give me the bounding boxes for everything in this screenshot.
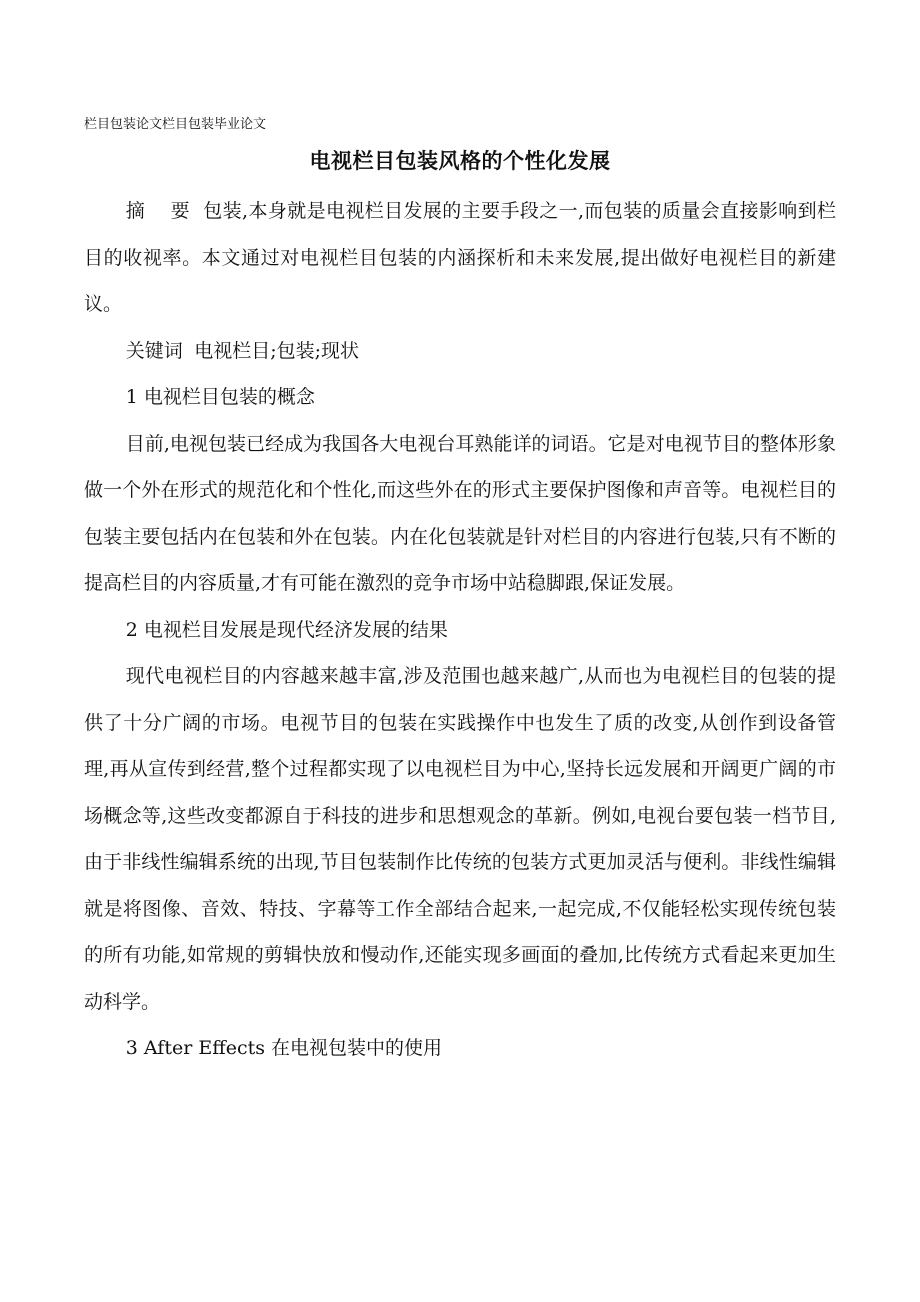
header-note: 栏目包装论文栏目包装毕业论文	[84, 117, 267, 132]
keywords-paragraph	[84, 328, 836, 375]
document-body	[84, 188, 836, 1072]
abstract-label: 摘 要	[125, 200, 200, 222]
section-2-heading: 2 电视栏目发展是现代经济发展的结果	[125, 618, 448, 641]
abstract-text: 包装,本身就是电视栏目发展的主要手段之一,而包装的质量会直接影响到栏目的收视率。本文通过对电视栏目包装的内涵探析和未来发展,提出做好电视栏目的新建议。	[84, 200, 836, 315]
keywords-text: 电视栏目;包装;现状	[194, 339, 360, 362]
section-3-heading: 3 After Effects 在电视包装中的使用	[125, 1037, 443, 1059]
section-1-heading: 1 电视栏目包装的概念	[125, 386, 315, 408]
abstract-paragraph	[84, 188, 836, 328]
section-1-paragraph: 目前,电视包装已经成为我国各大电视台耳熟能详的词语。它是对电视节目的整体形象做一个外在形式的规范化和个性化,而这些外在的形式主要保护图像和声音等。电视栏目的包装主要包括内在包装和外在包装。内在化包装就是针对栏目的内容进行包装,只有不断的提高栏目的内容质量,才有可能在激烈的竞争市场中站稳脚跟,保证发展。	[84, 432, 836, 594]
document-title: 电视栏目包装风格的个性化发展	[309, 148, 611, 173]
keywords-label: 关键词	[125, 339, 183, 362]
section-2-paragraph: 现代电视栏目的内容越来越丰富,涉及范围也越来越广,从而也为电视栏目的包装的提供了十分广阔的市场。电视节目的包装在实践操作中也发生了质的改变,从创作到设备管理,再从宣传到经营,整个过程都实现了以电视栏目为中心,坚持长远发展和开阔更广阔的市场概念等,这些改变都源自于科技的进步和思想观念的革新。例如,电视台要包装一档节目,由于非线性编辑系统的出现,节目包装制作比传统的包装方式更加灵活与便利。非线性编辑就是将图像、音效、特技、字幕等工作全部结合起来,一起完成,不仅能轻松实现传统包装的所有功能,如常规的剪辑快放和慢动作,还能实现多画面的叠加,比传统方式看起来更加生动科学。	[84, 665, 836, 1013]
